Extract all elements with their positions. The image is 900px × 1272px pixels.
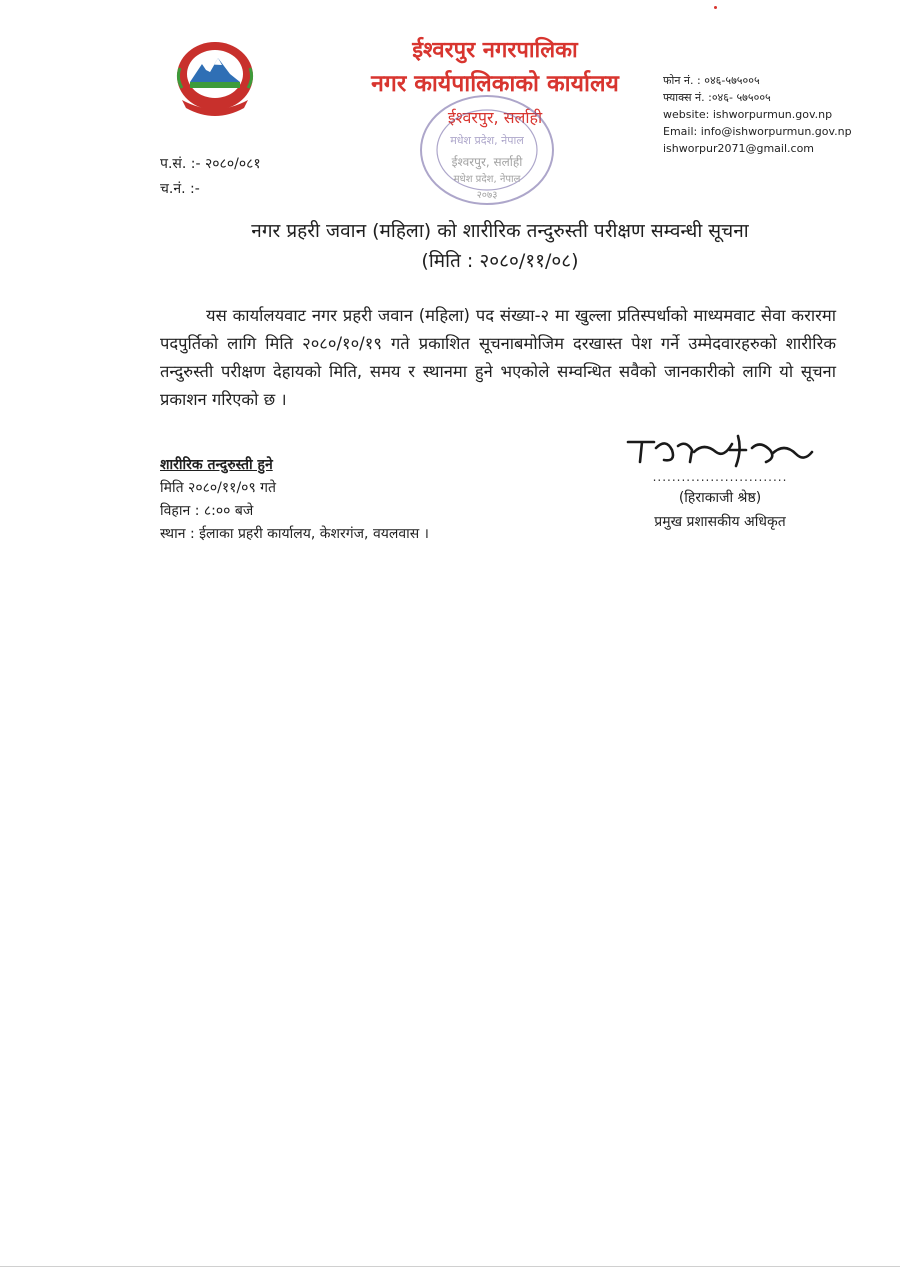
handwritten-signature <box>620 428 820 472</box>
phone-number: फोन नं. : ०४६-५७५००५ <box>663 74 760 87</box>
notice-heading <box>150 216 850 276</box>
office-location: ईश्वरपुर, सर्लाही <box>447 108 543 127</box>
stamp-location: ईश्वरपुर, सर्लाही <box>451 155 523 169</box>
notice-date: (मिति : २०८०/११/०८) <box>421 250 579 272</box>
notice-body <box>160 302 836 414</box>
page-edge-line <box>0 1266 900 1267</box>
stamp-province: मधेश प्रदेश, नेपाल <box>450 134 524 147</box>
office-stamp <box>412 92 562 212</box>
stamp-province-2: मधेश प्रदेश, नेपाल <box>453 174 521 185</box>
municipality-name: ईश्वरपुर नगरपालिका <box>412 38 578 63</box>
stamp-year: २०७३ <box>476 190 498 201</box>
exam-details <box>160 454 429 546</box>
website-link[interactable]: website: ishworpurmun.gov.np <box>663 108 833 121</box>
dispatch-number: च.नं. :- <box>160 181 200 197</box>
exam-date: मिति २०८०/११/०९ गते <box>160 480 277 496</box>
email-secondary-link[interactable]: ishworpur2071@gmail.com <box>663 142 815 155</box>
notice-title: नगर प्रहरी जवान (महिला) को शारीरिक तन्दुरुस्ती परीक्षण सम्वन्धी सूचना <box>251 220 749 242</box>
nepal-emblem-logo <box>172 38 258 116</box>
mark-dot <box>714 6 717 9</box>
email-link[interactable]: Email: info@ishworpurmun.gov.np <box>663 125 852 138</box>
details-heading: शारीरिक तन्दुरुस्ती हुने <box>160 457 273 473</box>
signature-line: ............................ <box>652 470 788 484</box>
office-name: नगर कार्यपालिकाको कार्यालय <box>371 71 619 97</box>
exam-time: विहान : ८:०० बजे <box>160 503 254 519</box>
letter-number: प.सं. :- २०८०/०८१ <box>160 156 261 172</box>
fax-number: फ्याक्स नं. :०४६- ५७५००५ <box>663 91 771 104</box>
exam-place: स्थान : ईलाका प्रहरी कार्यालय, केशरगंज, वयलवास । <box>160 526 429 542</box>
signatory-designation: प्रमुख प्रशासकीय अधिकृत <box>654 514 786 530</box>
reference-numbers <box>160 152 261 202</box>
contact-info <box>663 72 852 157</box>
signatory-name: (हिराकाजी श्रेष्ठ) <box>678 490 762 506</box>
notice-body-text: यस कार्यालयवाट नगर प्रहरी जवान (महिला) पद संख्या-२ मा खुल्ला प्रतिस्पर्धाको माध्यमवाट सेवा करारमा पदपुर्तिको लागि मिति २०८०/१०/१९ गते प्रकाशित सूचनाबमोजिम दरखास्त पेश गर्ने उम्मेदवारहरुको शारीरिक तन्दुरुस्ती परीक्षण देहायको मिति, समय र स्थानमा हुने भएकोले सम्वन्धित सवैको जानकारीको लागि यो सूचना प्रकाशन गरिएको छ । <box>160 306 836 409</box>
signature-block <box>620 428 820 538</box>
